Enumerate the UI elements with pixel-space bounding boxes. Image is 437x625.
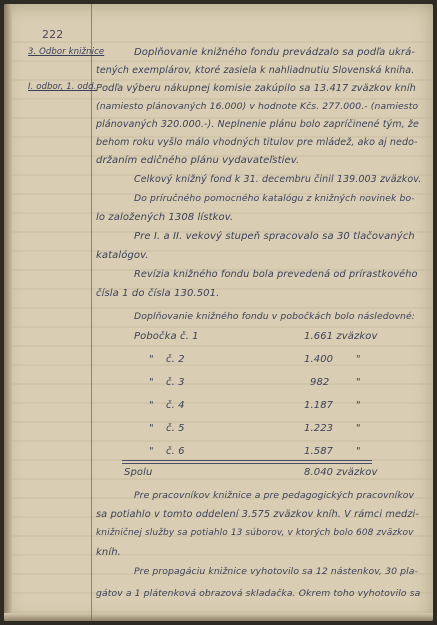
table-row-label: č. 6 xyxy=(166,446,185,457)
ditto-mark: " xyxy=(149,423,154,434)
ditto-mark: " xyxy=(356,377,361,388)
text-line: držaním edičného plánu vydavateľstiev. xyxy=(96,155,300,166)
table-row-value: 1.187 xyxy=(304,400,334,411)
table-row-label: Pobočka č. 1 xyxy=(134,331,199,342)
table-row-value: 1.400 xyxy=(304,354,334,365)
margin-note-2: I. odbor, 1. odd. xyxy=(28,82,97,92)
text-line: gátov a 1 plátenková obrazová skladačka. Okrem toho vyhotovilo sa xyxy=(96,588,421,599)
ditto-mark: " xyxy=(356,446,361,457)
table-row-value: 1.661 zväzkov xyxy=(304,331,378,342)
ditto-mark: " xyxy=(356,423,361,434)
table-row-value: 1.587 xyxy=(304,446,334,457)
total-underline xyxy=(122,460,372,461)
text-line: Podľa výberu nákupnej komisie zakúpilo sa 13.417 zväzkov kníh xyxy=(96,83,416,94)
text-line: Celkový knižný fond k 31. decembru činil 139.003 zväzkov. xyxy=(134,174,422,185)
ditto-mark: " xyxy=(356,354,361,365)
text-line: Doplňovanie knižného fondu prevádzalo sa podľa ukrá- xyxy=(134,47,416,58)
text-line: Pre I. a II. vekový stupeň spracovalo sa 30 tlačovaných xyxy=(134,231,415,242)
table-row-label: č. 2 xyxy=(166,354,185,365)
text-line: Do príručného pomocného katalógu z knižných novinek bo- xyxy=(134,193,415,204)
text-line: tených exemplárov, ktoré zasiela k nahliadnutiu Slovenská kniha. xyxy=(96,65,415,76)
total-label: Spolu xyxy=(124,467,153,478)
text-line: Pre pracovníkov knižnice a pre pedagogických pracovníkov xyxy=(134,490,415,501)
binding-edge-bottom xyxy=(4,613,433,621)
table-row-value: 1.223 xyxy=(304,423,334,434)
document-page xyxy=(4,4,433,621)
ditto-mark: " xyxy=(149,354,154,365)
text-line: sa potiahlo v tomto oddelení 3.575 zväzkov kníh. V rámci medzi- xyxy=(96,509,419,520)
ditto-mark: " xyxy=(149,400,154,411)
margin-rule xyxy=(91,4,92,621)
table-row-label: č. 5 xyxy=(166,423,185,434)
ditto-mark: " xyxy=(149,377,154,388)
text-line: Revízia knižného fondu bola prevedená od prírastkového xyxy=(134,269,418,280)
text-line: katalógov. xyxy=(96,250,149,261)
ditto-mark: " xyxy=(149,446,154,457)
text-line: Pre propagáciu knižnice vyhotovilo sa 12 nástenkov, 30 pla- xyxy=(134,566,418,577)
table-row-value: 982 xyxy=(310,377,330,388)
text-line: Doplňovanie knižného fondu v pobočkách bolo následovné: xyxy=(134,311,416,322)
text-line: čísla 1 do čísla 130.501. xyxy=(96,288,220,299)
text-line: behom roku vyšlo málo vhodných titulov pre mládež, ako aj nedo- xyxy=(96,137,418,148)
text-line: kníh. xyxy=(96,547,121,558)
margin-note-1: 3. Odbor knižnice xyxy=(28,47,105,57)
text-line: plánovaných 320.000.-). Neplnenie plánu bolo zapríčinené tým, že xyxy=(96,119,419,130)
binding-edge-left xyxy=(4,4,12,621)
ditto-mark: " xyxy=(356,400,361,411)
total-underline xyxy=(122,463,372,464)
text-line: (namiesto plánovaných 16.000) v hodnote Kčs. 277.000.- (namiesto xyxy=(96,101,419,112)
page-number: 222 xyxy=(42,28,64,41)
table-row-label: č. 3 xyxy=(166,377,185,388)
total-value: 8.040 zväzkov xyxy=(304,467,378,478)
text-line: lo založených 1308 lístkov. xyxy=(96,212,234,223)
text-line: knižničnej služby sa potiahlo 13 súborov, v ktorých bolo 608 zväzkov xyxy=(96,528,414,538)
table-row-label: č. 4 xyxy=(166,400,185,411)
